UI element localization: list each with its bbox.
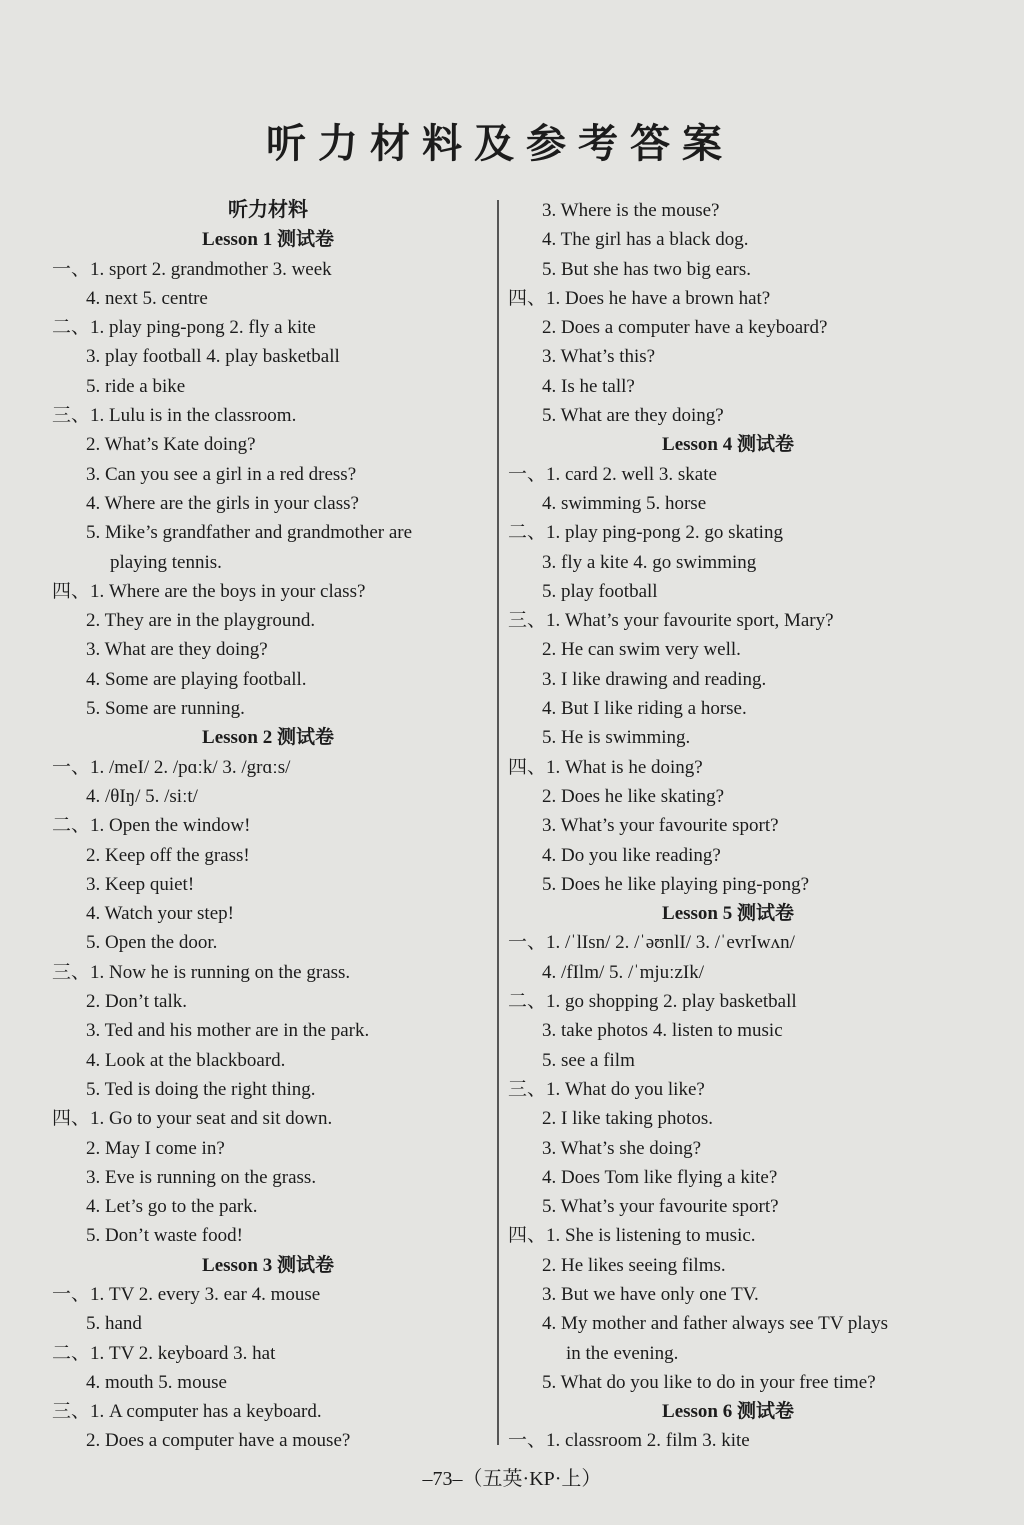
answer-line: 三、1. Lulu is in the classroom. xyxy=(52,405,297,427)
answer-line: 2. Does he like skating? xyxy=(542,785,725,807)
answer-line: 3. What’s she doing? xyxy=(542,1137,702,1159)
answer-line: 三、1. What’s your favourite sport, Mary? xyxy=(508,610,834,632)
answer-line: 5. play football xyxy=(542,580,658,602)
section-title: 听力材料 xyxy=(228,199,308,221)
answer-line: in the evening. xyxy=(566,1342,679,1364)
answer-line: 5. What are they doing? xyxy=(542,405,724,427)
answer-line: 4. next 5. centre xyxy=(86,287,208,309)
answer-line: 一、1. sport 2. grandmother 3. week xyxy=(52,258,332,280)
answer-line: 4. Where are the girls in your class? xyxy=(86,492,359,514)
answer-line: 3. Eve is running on the grass. xyxy=(86,1166,317,1188)
answer-line: 3. take photos 4. listen to music xyxy=(542,1020,783,1042)
answer-line: 2. Don’t talk. xyxy=(86,991,187,1013)
answer-line: 一、1. card 2. well 3. skate xyxy=(508,463,717,485)
answer-line: 4. Look at the blackboard. xyxy=(86,1049,286,1071)
answer-line: 3. Where is the mouse? xyxy=(542,200,720,221)
answer-line: 4. My mother and father always see TV plays xyxy=(542,1313,888,1335)
answer-line: 一、1. TV 2. every 3. ear 4. mouse xyxy=(52,1283,321,1305)
answer-line: 四、1. Go to your seat and sit down. xyxy=(52,1108,333,1130)
answer-line: 2. He likes seeing films. xyxy=(542,1254,726,1276)
answer-line: 一、1. /meI/ 2. /pɑːk/ 3. /grɑːs/ xyxy=(52,756,291,778)
answer-line: 4. Does Tom like flying a kite? xyxy=(542,1166,778,1188)
answer-line: 三、1. A computer has a keyboard. xyxy=(52,1401,322,1423)
lesson-4-title: Lesson 4 测试卷 xyxy=(662,434,794,456)
answer-line: 3. What’s this? xyxy=(542,346,656,368)
page-title: 听力材料及参考答案 xyxy=(266,121,734,167)
answer-line: 3. But we have only one TV. xyxy=(542,1283,759,1305)
answer-line: 5. What do you like to do in your free time? xyxy=(542,1371,876,1393)
answer-line: 2. They are in the playground. xyxy=(86,610,316,632)
answer-line: 二、1. play ping-pong 2. fly a kite xyxy=(52,317,316,339)
answer-line: 3. What’s your favourite sport? xyxy=(542,815,779,837)
answer-line: 4. /θIŋ/ 5. /siːt/ xyxy=(86,785,198,807)
answer-line: 2. May I come in? xyxy=(86,1137,225,1159)
answer-line: 三、1. Now he is running on the grass. xyxy=(52,961,351,983)
answer-line: 4. Some are playing football. xyxy=(86,668,307,690)
answer-line: 3. fly a kite 4. go swimming xyxy=(542,551,757,573)
answer-line: 二、1. Open the window! xyxy=(52,815,251,837)
answer-line: 5. Open the door. xyxy=(86,932,218,954)
lesson-2-title: Lesson 2 测试卷 xyxy=(202,727,334,749)
answer-line: 四、1. Does he have a brown hat? xyxy=(508,287,771,309)
answer-line: 5. He is swimming. xyxy=(542,727,691,749)
answer-line: 4. mouth 5. mouse xyxy=(86,1371,227,1393)
answer-line: 3. Keep quiet! xyxy=(86,873,195,895)
answer-line: 3. play football 4. play basketball xyxy=(86,346,340,368)
answer-line: 一、1. classroom 2. film 3. kite xyxy=(508,1430,750,1452)
answer-line: 四、1. What is he doing? xyxy=(508,756,703,778)
answer-line: 5. Mike’s grandfather and grandmother are xyxy=(86,522,413,544)
answer-line: 4. Watch your step! xyxy=(86,903,234,925)
lesson-6-title: Lesson 6 测试卷 xyxy=(662,1401,794,1423)
answer-line: 5. Some are running. xyxy=(86,698,245,720)
answer-line: 4. Let’s go to the park. xyxy=(86,1196,258,1218)
answer-line: 3. Ted and his mother are in the park. xyxy=(86,1020,370,1042)
answer-line: 5. What’s your favourite sport? xyxy=(542,1196,779,1218)
column-divider xyxy=(497,200,499,1445)
answer-line: 一、1. /ˈlIsn/ 2. /ˈəʊnlI/ 3. /ˈevrIwʌn/ xyxy=(508,932,795,954)
answer-line: 4. Is he tall? xyxy=(542,375,635,397)
answer-line: 二、1. go shopping 2. play basketball xyxy=(508,991,797,1013)
page-number: –73–（五英·KP·上） xyxy=(422,1468,602,1490)
answer-line: 4. /fIlm/ 5. /ˈmjuːzIk/ xyxy=(542,961,705,983)
answer-line: 4. swimming 5. horse xyxy=(542,492,707,514)
answer-line: 4. The girl has a black dog. xyxy=(542,229,749,251)
answer-line: 5. But she has two big ears. xyxy=(542,258,751,280)
answer-line: 3. I like drawing and reading. xyxy=(542,668,767,690)
answer-line: 4. Do you like reading? xyxy=(542,844,721,866)
lesson-1-title: Lesson 1 测试卷 xyxy=(202,229,334,251)
right-column xyxy=(508,196,948,1456)
answer-line: 二、1. play ping-pong 2. go skating xyxy=(508,522,783,544)
answer-line: 3. Can you see a girl in a red dress? xyxy=(86,463,357,485)
answer-line: 2. He can swim very well. xyxy=(542,639,741,661)
answer-line: 5. Does he like playing ping-pong? xyxy=(542,873,810,895)
answer-line: 三、1. What do you like? xyxy=(508,1078,705,1100)
lesson-3-title: Lesson 3 测试卷 xyxy=(202,1254,334,1276)
answer-line: 2. Does a computer have a keyboard? xyxy=(542,317,828,339)
answer-line: 5. Don’t waste food! xyxy=(86,1225,243,1247)
answer-line: 四、1. Where are the boys in your class? xyxy=(52,580,366,602)
answer-line: 4. But I like riding a horse. xyxy=(542,698,747,720)
answer-line: 2. Does a computer have a mouse? xyxy=(86,1430,351,1452)
answer-line: 3. What are they doing? xyxy=(86,639,268,661)
answer-line: 二、1. TV 2. keyboard 3. hat xyxy=(52,1342,276,1364)
left-column xyxy=(52,196,484,1456)
answer-line: 2. What’s Kate doing? xyxy=(86,434,256,456)
answer-line: 5. see a film xyxy=(542,1049,635,1071)
answer-line: 5. ride a bike xyxy=(86,375,186,397)
answer-line: 四、1. She is listening to music. xyxy=(508,1225,756,1247)
answer-line: 5. Ted is doing the right thing. xyxy=(86,1078,316,1100)
answer-line: playing tennis. xyxy=(110,551,222,573)
answer-line: 2. I like taking photos. xyxy=(542,1108,713,1130)
lesson-5-title: Lesson 5 测试卷 xyxy=(662,903,794,925)
answer-line: 2. Keep off the grass! xyxy=(86,844,250,866)
answer-line: 5. hand xyxy=(86,1313,142,1335)
